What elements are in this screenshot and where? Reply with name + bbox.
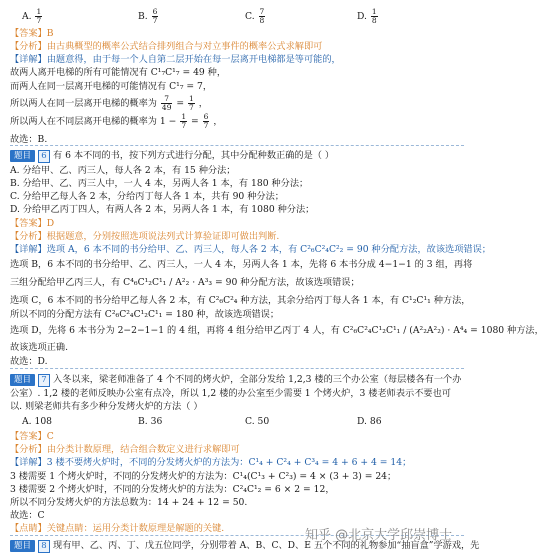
q6-option-b: B. 分给甲、乙、丙三人中，一人 4 本，另两人各 1 本，有 180 种分法； — [10, 178, 309, 189]
q5-detail-2: 故两人离开电梯的所有可能情况有 C¹₇C¹₇ = 49 种， — [10, 67, 227, 78]
q7-stem-1: 题目 7 入冬以来，梁老师准备了 4 个不同的烤火炉，全部分发给 1,2,3 楼的三个办公室（每层楼各有一个办 — [10, 373, 461, 387]
q7-option-a: A. 108 — [22, 416, 53, 427]
q6-conclusion: 故选：D. — [10, 356, 48, 367]
option-c: C. $\frac{7}{8}$ — [245, 7, 265, 25]
q7-option-d: D. 86 — [357, 416, 382, 427]
question-tag: 题目 — [10, 150, 35, 162]
q7-tip: 【点睛】关键点睛：运用分类计数原理是解题的关键. — [10, 523, 225, 534]
question-number: 6 — [38, 150, 50, 163]
q7-conclusion: 故选：C — [10, 510, 45, 521]
option-d: D. $\frac{1}{8}$ — [357, 7, 377, 25]
q6-option-d: D. 分给甲乙丙丁四人，有两人各 2 本，另两人各 1 本，有 1080 种分法； — [10, 204, 315, 215]
q5-detail-3: 而两人在同一层离开电梯的可能情况有 C¹₇ = 7， — [10, 81, 213, 92]
q6-stem: 题目 6 有 6 本不同的书，按下列方式进行分配，其中分配种数正确的是（ ） — [10, 149, 334, 163]
q5-answer: 【答案】B — [10, 28, 54, 39]
question-tag: 题目 — [10, 374, 35, 386]
q6-detail-6: 选项 D，先将 6 本书分为 2−2−1−1 的 4 组，再将 4 组分给甲乙丙丁 4 人，有 C²₆C²₄C¹₂C¹₁ / (A²₂A²₂) · A⁴₄ = 1080 种方法， — [10, 325, 544, 336]
previous-question-options — [0, 4, 474, 26]
q5-detail-4: 所以两人在同一层离开电梯的概率为 $\frac{7}{49}$ = $\frac{1}{7}$ ， — [10, 94, 208, 112]
q6-answer: 【答案】D — [10, 218, 55, 229]
q5-detail-1: 【详解】由题意得，由于每一个人自第二层开始在每一层离开电梯都是等可能的， — [10, 54, 341, 65]
q8-stem: 题目 8 现有甲、乙、丙、丁、戊五位同学，分别带着 A、B、C、D、E 五个不同的礼物参加“抽盲盒”学游戏，先 — [10, 539, 479, 553]
q6-detail-3: 三组分配给甲乙丙三人，有 C⁴₆C¹₂C¹₁ / A²₂ · A³₃ = 90 种分配方法，故该选项错误； — [10, 277, 360, 288]
q6-detail-1: 【详解】选项 A，6 本不同的书分给甲、乙、丙三人，每人各 2 本，有 C²₆C²₄C²₂ = 90 种分配方法，故该选项错误； — [10, 244, 491, 255]
question-number: 7 — [38, 374, 50, 387]
q5-analysis: 【分析】由古典概型的概率公式结合排列组合与对立事件的概率公式求解即可 — [10, 41, 323, 52]
q6-detail-5: 所以不同的分配方法有 C²₆C²₄C¹₂C¹₁ = 180 种，故该选项错误； — [10, 309, 280, 320]
q5-conclusion: 故选：B. — [10, 134, 48, 145]
q6-analysis: 【分析】根据题意，分别按照选项说法列式计算验证即可做出判断. — [10, 231, 280, 242]
q7-option-c: C. 50 — [245, 416, 270, 427]
q7-answer: 【答案】C — [10, 431, 54, 442]
q7-stem-3: 以. 则梁老师共有多少种分发烤火炉的方法（ ） — [10, 401, 203, 412]
divider — [10, 368, 464, 369]
q7-detail-4: 所以不同分发烤火炉的方法总数为：14 + 24 + 12 = 50. — [10, 497, 248, 508]
q6-detail-7: 故该选项正确. — [10, 342, 69, 353]
q6-option-c: C. 分给甲乙每人各 2 本，分给丙丁每人各 1 本，共有 90 种分法； — [10, 191, 284, 202]
q7-stem-2: 公室）. 1,2 楼的老师反映办公室有点冷，所以 1,2 楼的办公室至少需要 1 个烤火炉，3 楼老师表示不要也可 — [10, 388, 451, 399]
question-number: 8 — [38, 540, 50, 553]
question-tag: 题目 — [10, 540, 35, 552]
q7-detail-1: 【详解】3 楼不要烤火炉时，不同的分发烤火炉的方法为：C¹₄ + C²₄ + C³₄ = 4 + 6 + 4 = 14； — [10, 457, 412, 468]
watermark: 知乎 @北京大学邱崇博士 — [305, 528, 453, 543]
q7-detail-2: 3 楼需要 1 个烤火炉时，不同的分发烤火炉的方法为：C¹₄(C¹₃ + C²₃) = 4 × (3 + 3) = 24； — [10, 471, 397, 482]
q6-option-a: A. 分给甲、乙、丙三人，每人各 2 本，有 15 种分法； — [10, 165, 236, 176]
q6-detail-2: 选项 B，6 本不同的书分给甲、乙、丙三人，一人 4 本，另两人各 1 本，先将 6 本书分成 4−1−1 的 3 组，再将 — [10, 259, 473, 270]
option-a: A. $\frac{1}{7}$ — [22, 7, 42, 25]
option-b: B. $\frac{6}{7}$ — [138, 7, 158, 25]
q7-analysis: 【分析】由分类计数原理，结合组合数定义进行求解即可 — [10, 444, 240, 455]
q7-option-b: B. 36 — [138, 416, 163, 427]
q5-detail-5: 所以两人在不同层离开电梯的概率为 1 − $\frac{1}{7}$ = $\frac{6}{7}$ ， — [10, 112, 223, 130]
q6-detail-4: 选项 C，6 本不同的书分给甲乙每人各 2 本，有 C²₆C²₄ 种方法，其余分给丙丁每人各 1 本，有 C¹₂C¹₁ 种方法， — [10, 295, 471, 306]
q7-detail-3: 3 楼需要 2 个烤火炉时，不同的分发烤火炉的方法为：C²₄C¹₂ = 6 × 2 = 12， — [10, 484, 335, 495]
divider — [10, 145, 464, 146]
